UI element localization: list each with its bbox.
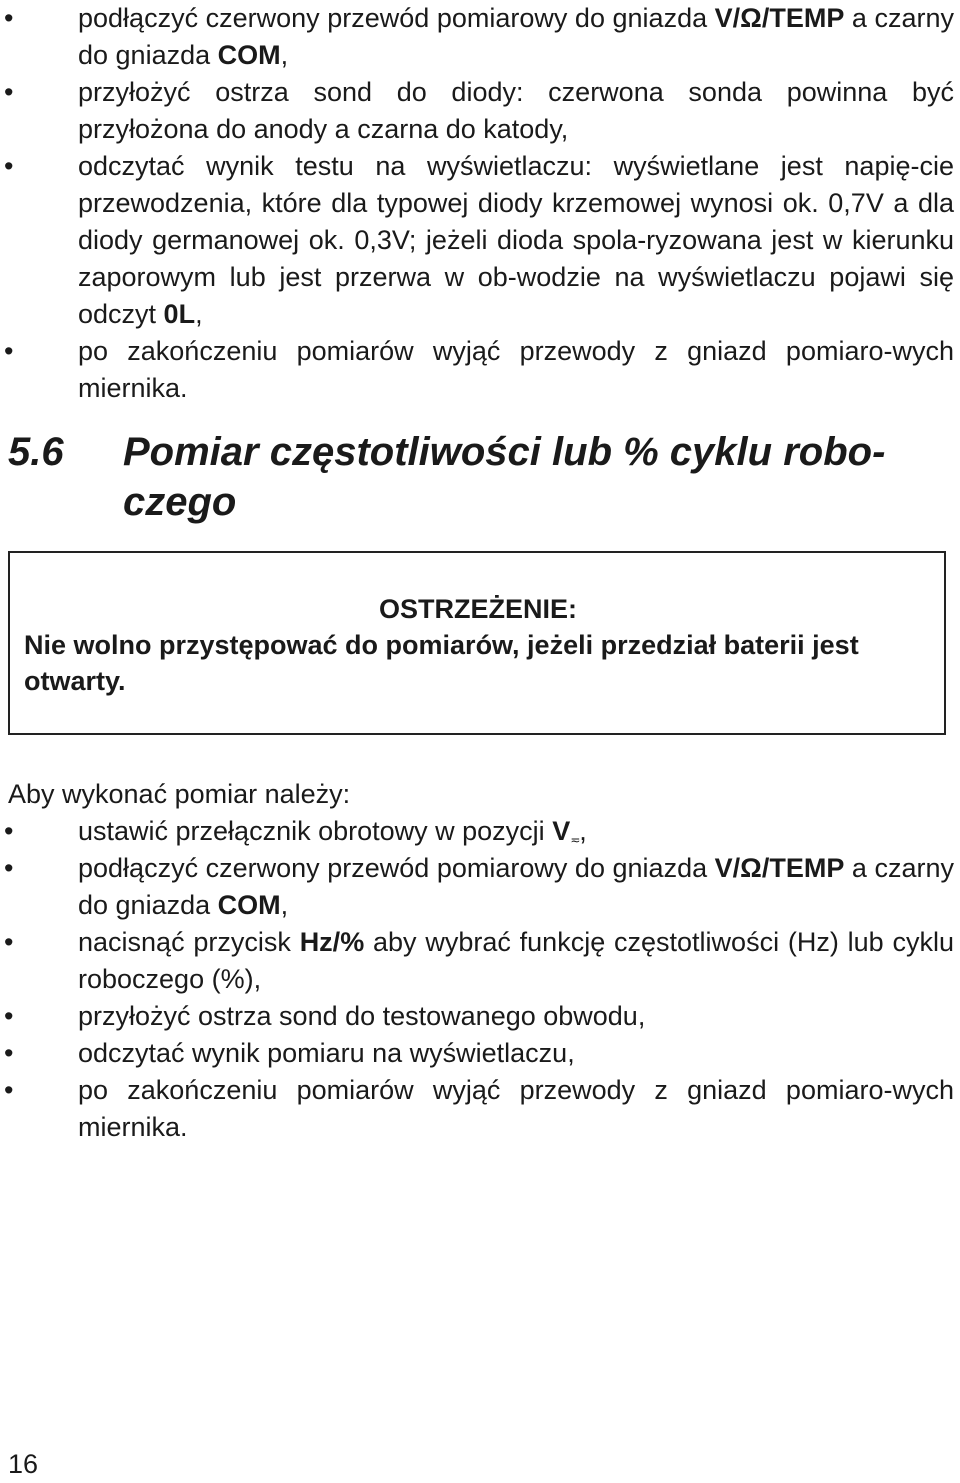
list-item-text: a czarny do gniazda <box>78 3 954 70</box>
list-item-text: COM <box>217 40 281 70</box>
list-item-text: po zakończeniu pomiarów wyjąć przewody z gniazd pomiaro-wych miernika. <box>78 336 954 403</box>
list-item-text: , <box>195 299 203 329</box>
list-item <box>0 148 954 333</box>
list-item-text: podłączyć czerwony przewód pomiarowy do gniazda <box>78 3 715 33</box>
list-item-text: COM <box>217 890 281 920</box>
list-item <box>0 1035 954 1072</box>
bullet-icon: • <box>4 816 14 846</box>
procedure-intro: Aby wykonać pomiar należy: <box>8 779 351 809</box>
list-item-text: przyłożyć ostrza sond do diody: czerwona sonda powinna być przyłożona do anody a czarna do katody, <box>78 77 954 144</box>
list-item-text: , <box>579 816 587 846</box>
bullet-icon: • <box>4 927 14 957</box>
warning-box <box>8 551 946 735</box>
list-item-text: V/Ω/TEMP <box>714 853 845 883</box>
list-item-text: odczytać wynik pomiaru na wyświetlaczu, <box>78 1038 575 1068</box>
warning-text: Nie wolno przystępować do pomiarów, jeżeli przedział baterii jest otwarty. <box>24 630 859 696</box>
list-item <box>0 74 954 148</box>
section-heading <box>8 427 948 527</box>
list-item-text: a czarny do gniazda <box>78 853 954 920</box>
list-item-text: podłączyć czerwony przewód pomiarowy do gniazda <box>78 853 715 883</box>
top-bullet-list <box>0 0 954 407</box>
bottom-bullet-list <box>0 813 954 1146</box>
list-item-text: po zakończeniu pomiarów wyjąć przewody z gniazd pomiaro-wych miernika. <box>78 1075 954 1142</box>
list-item-text: ustawić przełącznik obrotowy w pozycji <box>78 816 553 846</box>
list-item-text: aby wybrać funkcję częstotliwości (Hz) lub cyklu roboczego (%), <box>78 927 955 994</box>
list-item-text: ≂ <box>570 833 580 847</box>
page-number: 16 <box>8 1449 39 1479</box>
bullet-icon: • <box>4 336 14 366</box>
list-item-text: Hz/% <box>299 927 365 957</box>
list-item-text: V <box>552 816 571 846</box>
list-item-text: , <box>280 40 289 70</box>
warning-title: OSTRZEŻENIE: <box>378 594 577 624</box>
list-item <box>0 813 954 850</box>
bullet-icon: • <box>4 1038 14 1068</box>
bullet-icon: • <box>4 1001 14 1031</box>
list-item <box>0 333 954 407</box>
bullet-icon: • <box>4 3 14 33</box>
list-item-text: odczytać wynik testu na wyświetlaczu: wyświetlane jest napię-cie przewodzenia, które dla typowej diody krzemowej wynosi ok. 0,7V a dla diody germanowej ok. 0,3V; jeżeli dioda spola-ryzowana jest w kierunku zaporowym lub jest przerwa w ob-wodzie na wyświetlaczu pojawi się odczyt <box>78 151 954 329</box>
bullet-icon: • <box>4 77 14 107</box>
list-item <box>0 924 954 998</box>
bullet-icon: • <box>4 853 14 883</box>
section-number: 5.6 <box>8 430 64 474</box>
list-item-text: V/Ω/TEMP <box>714 3 845 33</box>
section-title: Pomiar częstotliwości lub % cyklu robo-czego <box>123 430 886 524</box>
list-item-text: przyłożyć ostrza sond do testowanego obwodu, <box>78 1001 646 1031</box>
list-item <box>0 0 954 74</box>
list-item <box>0 850 954 924</box>
list-item-text: , <box>280 890 289 920</box>
list-item-text: 0L <box>163 299 196 329</box>
bullet-icon: • <box>4 151 14 181</box>
list-item <box>0 1072 954 1146</box>
list-item-text: nacisnąć przycisk <box>78 927 300 957</box>
list-item <box>0 998 954 1035</box>
bullet-icon: • <box>4 1075 14 1105</box>
